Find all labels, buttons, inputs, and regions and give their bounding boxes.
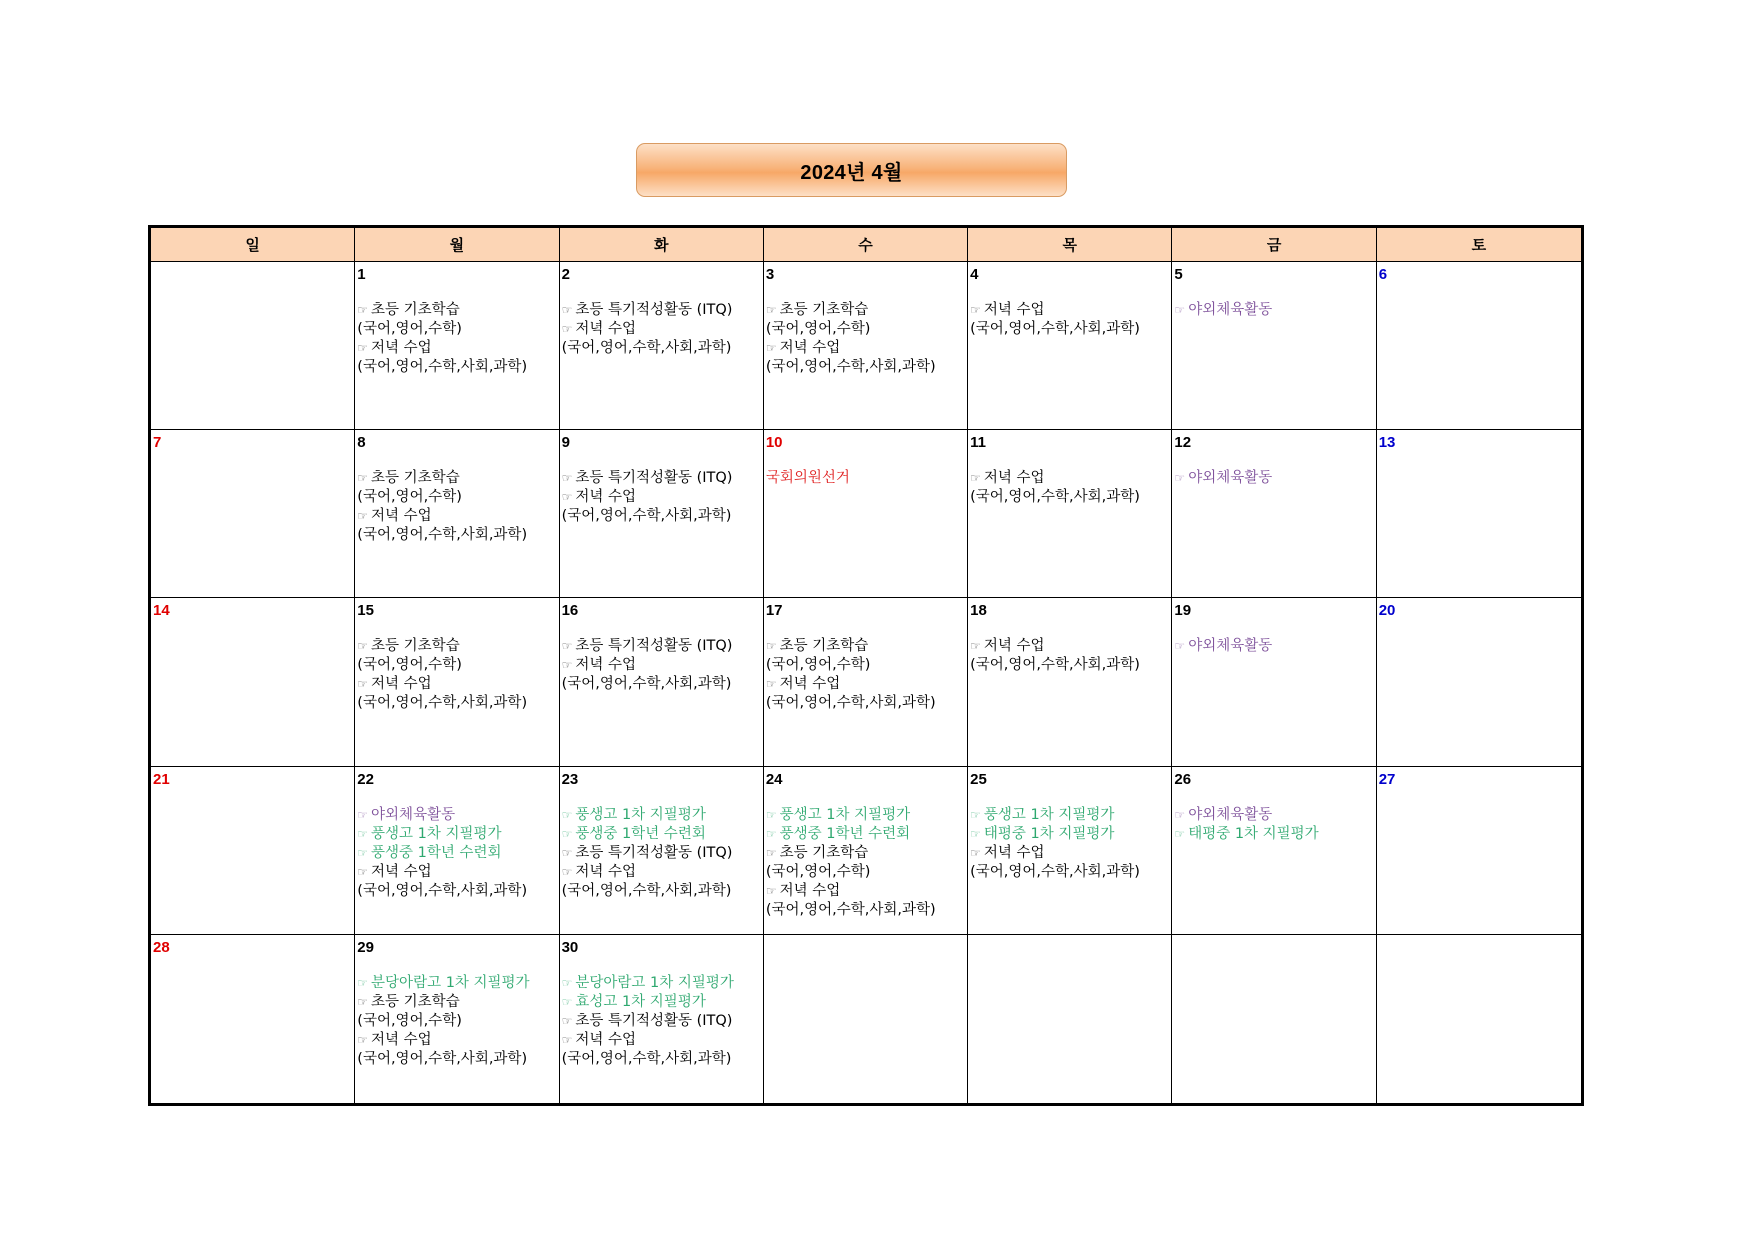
pointing-hand-icon: ☞ [357, 639, 369, 654]
event-list [970, 301, 1169, 339]
day-number: 10 [765, 434, 783, 452]
pointing-hand-icon: ☞ [970, 471, 981, 486]
event-list [357, 469, 556, 545]
event-text: 풍생중 1학년 수련회 [371, 844, 502, 861]
event-line [357, 675, 556, 694]
event-text: (국어,영어,수학,사회,과학) [357, 359, 528, 375]
pointing-hand-icon: ☞ [561, 826, 573, 841]
event-line [357, 358, 556, 377]
weekday-header-mon: 월 [355, 228, 559, 262]
event-text: (국어,영어,수학,사회,과학) [970, 863, 1140, 880]
event-list [766, 469, 965, 488]
pointing-hand-icon: ☞ [357, 471, 369, 486]
event-list [562, 469, 761, 526]
day-cell [151, 598, 355, 766]
event-line [1174, 469, 1373, 488]
day-number: 1 [357, 266, 366, 283]
day-number: 28 [153, 938, 170, 956]
event-line [970, 863, 1169, 882]
pointing-hand-icon: ☞ [561, 658, 573, 673]
event-line [357, 1050, 556, 1069]
event-line [357, 863, 556, 882]
event-text: 풍생고 1차 지필평가 [575, 806, 706, 823]
event-line [766, 339, 965, 358]
event-line [357, 974, 556, 993]
event-text: (국어,영어,수학,사회,과학) [765, 901, 936, 918]
calendar-title: 2024년 4월 [800, 161, 903, 184]
day-number: 3 [765, 266, 775, 283]
event-line [766, 637, 965, 656]
event-text: (국어,영어,수학,사회,과학) [357, 882, 528, 899]
pointing-hand-icon: ☞ [970, 807, 981, 822]
pointing-hand-icon: ☞ [561, 303, 573, 317]
pointing-hand-icon: ☞ [561, 1013, 573, 1028]
pointing-hand-icon: ☞ [561, 807, 573, 822]
pointing-hand-icon: ☞ [970, 303, 981, 317]
event-line [562, 993, 761, 1012]
event-list [1174, 469, 1373, 488]
pointing-hand-icon: ☞ [561, 994, 573, 1009]
event-line [357, 488, 556, 507]
day-cell [968, 262, 1172, 430]
event-text: 초등 기초학습 [371, 302, 460, 318]
event-text: (국어,영어,수학) [357, 657, 462, 674]
event-line [562, 974, 761, 993]
day-number: 30 [561, 938, 579, 956]
event-line [970, 844, 1169, 863]
event-line [766, 882, 965, 901]
event-text: (국어,영어,수학,사회,과학) [357, 527, 528, 544]
day-cell [151, 767, 355, 935]
event-text: 초등 기초학습 [779, 844, 869, 861]
event-text: 풍생고 1차 지필평가 [371, 825, 502, 842]
event-text: 저녁 수업 [575, 489, 636, 506]
event-line [357, 469, 556, 488]
event-line [562, 656, 761, 675]
event-line [970, 469, 1169, 488]
event-line [1174, 301, 1373, 320]
event-list [1174, 301, 1373, 320]
pointing-hand-icon: ☞ [561, 1032, 573, 1047]
pointing-hand-icon: ☞ [561, 864, 573, 879]
day-number: 6 [1378, 266, 1388, 283]
day-cell [355, 430, 559, 598]
event-line [562, 844, 761, 863]
day-cell [1377, 430, 1581, 598]
day-number: 5 [1174, 266, 1183, 283]
calendar-title-box [636, 143, 1067, 197]
empty-day-cell [764, 935, 968, 1103]
pointing-hand-icon: ☞ [561, 490, 573, 505]
event-text: (국어,영어,수학,사회,과학) [970, 657, 1140, 674]
event-text: 초등 기초학습 [779, 302, 869, 318]
event-text: (국어,영어,수학,사회,과학) [765, 359, 936, 375]
event-text: (국어,영어,수학,사회,과학) [765, 695, 936, 712]
event-text: 저녁 수업 [371, 508, 432, 525]
event-line [562, 1012, 761, 1031]
event-text: 야외체육활동 [1188, 302, 1273, 318]
day-cell [1377, 767, 1581, 935]
event-line [970, 656, 1169, 675]
pointing-hand-icon: ☞ [765, 639, 777, 654]
event-list [970, 469, 1169, 507]
day-cell [355, 935, 559, 1103]
event-text: (국어,영어,수학) [357, 1012, 462, 1029]
event-text: (국어,영어,수학,사회,과학) [561, 340, 732, 356]
event-text: 초등 특기적성활동 (ITQ) [575, 638, 733, 655]
pointing-hand-icon: ☞ [561, 471, 573, 486]
event-text: (국어,영어,수학) [765, 863, 871, 880]
event-text: 저녁 수업 [983, 844, 1045, 861]
day-number: 14 [153, 602, 170, 620]
day-number: 16 [561, 602, 579, 620]
day-cell [968, 598, 1172, 766]
day-number: 8 [357, 434, 366, 452]
event-line [357, 1012, 556, 1031]
event-text: 저녁 수업 [371, 340, 432, 356]
day-number: 22 [357, 770, 374, 788]
event-text: 분당아람고 1차 지필평가 [371, 974, 530, 991]
event-text: 초등 특기적성활동 (ITQ) [575, 302, 733, 318]
pointing-hand-icon: ☞ [357, 994, 369, 1009]
event-text: 태평중 1차 지필평가 [1188, 825, 1319, 842]
event-line [766, 358, 965, 377]
event-line [357, 656, 556, 675]
pointing-hand-icon: ☞ [765, 341, 777, 355]
event-text: 저녁 수업 [983, 638, 1045, 655]
pointing-hand-icon: ☞ [357, 975, 369, 990]
event-list [357, 806, 556, 901]
day-number: 13 [1378, 434, 1396, 452]
pointing-hand-icon: ☞ [357, 303, 369, 317]
weekday-header-sun: 일 [151, 228, 355, 262]
event-line [766, 863, 965, 882]
event-text: 저녁 수업 [983, 470, 1045, 487]
day-cell [560, 262, 764, 430]
event-text: 야외체육활동 [371, 806, 456, 823]
calendar-grid [148, 225, 1584, 1106]
day-number: 12 [1174, 434, 1192, 452]
event-line [357, 694, 556, 713]
day-cell [151, 430, 355, 598]
pointing-hand-icon: ☞ [1174, 303, 1186, 317]
day-number: 11 [970, 434, 986, 452]
empty-day-cell [1172, 935, 1376, 1103]
day-number: 17 [765, 602, 783, 620]
event-line [766, 694, 965, 713]
empty-day-cell [1377, 935, 1581, 1103]
event-line [970, 488, 1169, 507]
weekday-header-sat: 토 [1377, 228, 1581, 262]
pointing-hand-icon: ☞ [561, 322, 573, 336]
event-list [1174, 806, 1373, 844]
pointing-hand-icon: ☞ [357, 864, 369, 879]
pointing-hand-icon: ☞ [970, 826, 981, 841]
event-text: 풍생고 1차 지필평가 [983, 806, 1115, 823]
event-text: 저녁 수업 [371, 676, 432, 693]
event-list [970, 806, 1169, 882]
event-text: 풍생중 1학년 수련회 [575, 825, 706, 842]
event-text: 저녁 수업 [371, 863, 432, 880]
event-line [1174, 637, 1373, 656]
day-number: 9 [561, 434, 570, 452]
pointing-hand-icon: ☞ [765, 807, 777, 822]
pointing-hand-icon: ☞ [357, 509, 369, 524]
event-text: (국어,영어,수학,사회,과학) [561, 1050, 732, 1067]
pointing-hand-icon: ☞ [357, 1032, 369, 1047]
day-cell [764, 430, 968, 598]
event-line [562, 675, 761, 694]
event-text: 저녁 수업 [779, 676, 841, 693]
event-text: 초등 기초학습 [779, 638, 869, 655]
event-line [357, 806, 556, 825]
event-line [562, 1050, 761, 1069]
event-text: 저녁 수업 [575, 1031, 636, 1048]
day-number: 19 [1174, 602, 1192, 620]
event-text: 초등 특기적성활동 (ITQ) [575, 844, 733, 861]
weekday-header-fri: 금 [1172, 228, 1376, 262]
event-text: 태평중 1차 지필평가 [983, 825, 1115, 842]
pointing-hand-icon: ☞ [561, 975, 573, 990]
pointing-hand-icon: ☞ [357, 845, 369, 860]
pointing-hand-icon: ☞ [970, 639, 981, 654]
day-number: 15 [357, 602, 374, 620]
event-text: (국어,영어,수학,사회,과학) [357, 1050, 528, 1067]
event-text: 야외체육활동 [1188, 470, 1273, 487]
event-line [357, 1031, 556, 1050]
event-list [357, 974, 556, 1069]
event-line [562, 1031, 761, 1050]
pointing-hand-icon: ☞ [765, 826, 777, 841]
event-line [970, 825, 1169, 844]
event-text: (국어,영어,수학,사회,과학) [561, 676, 732, 693]
event-line [562, 882, 761, 901]
pointing-hand-icon: ☞ [1174, 807, 1186, 822]
event-text: (국어,영어,수학,사회,과학) [970, 489, 1140, 506]
day-cell [560, 767, 764, 935]
event-text: (국어,영어,수학,사회,과학) [970, 321, 1140, 337]
event-list [766, 637, 965, 713]
weekday-header-tue: 화 [560, 228, 764, 262]
event-line [357, 339, 556, 358]
event-line [562, 320, 761, 339]
day-cell [355, 598, 559, 766]
event-line [970, 806, 1169, 825]
pointing-hand-icon: ☞ [970, 845, 981, 860]
day-number: 20 [1378, 602, 1396, 620]
event-line [562, 806, 761, 825]
event-text: 초등 기초학습 [371, 638, 460, 655]
event-list [766, 806, 965, 920]
event-line [766, 825, 965, 844]
event-line [970, 320, 1169, 339]
event-text: (국어,영어,수학,사회,과학) [561, 508, 732, 525]
event-line [562, 825, 761, 844]
pointing-hand-icon: ☞ [765, 845, 777, 860]
event-list [562, 301, 761, 358]
event-line [1174, 806, 1373, 825]
event-text: 야외체육활동 [1188, 638, 1273, 655]
event-line [1174, 825, 1373, 844]
event-line [357, 507, 556, 526]
day-number: 27 [1378, 770, 1396, 788]
pointing-hand-icon: ☞ [357, 341, 369, 355]
day-cell [1172, 430, 1376, 598]
day-cell [764, 262, 968, 430]
event-text: 초등 기초학습 [371, 470, 460, 487]
event-list [1174, 637, 1373, 656]
day-number: 25 [970, 770, 987, 788]
day-number: 26 [1174, 770, 1192, 788]
event-line [562, 301, 761, 320]
event-text: (국어,영어,수학,사회,과학) [357, 695, 528, 712]
event-text: 국회의원선거 [765, 470, 850, 487]
event-text: (국어,영어,수학) [357, 321, 462, 337]
day-cell [968, 430, 1172, 598]
day-number: 18 [970, 602, 987, 620]
event-text: 풍생고 1차 지필평가 [779, 806, 911, 823]
event-line [357, 882, 556, 901]
event-line [357, 637, 556, 656]
event-line [970, 301, 1169, 320]
day-cell [1172, 598, 1376, 766]
event-list [970, 637, 1169, 675]
event-text: (국어,영어,수학) [765, 657, 871, 674]
event-line [357, 993, 556, 1012]
event-line [766, 320, 965, 339]
event-text: 야외체육활동 [1188, 806, 1273, 823]
event-text: 저녁 수업 [575, 863, 636, 880]
event-line [562, 637, 761, 656]
day-number: 24 [765, 770, 783, 788]
event-line [562, 339, 761, 358]
day-cell [1377, 262, 1581, 430]
event-line [357, 825, 556, 844]
event-text: 분당아람고 1차 지필평가 [575, 974, 734, 991]
pointing-hand-icon: ☞ [1174, 826, 1186, 841]
weekday-header-wed: 수 [764, 228, 968, 262]
event-list [357, 637, 556, 713]
event-text: 효성고 1차 지필평가 [575, 993, 706, 1010]
event-line [357, 320, 556, 339]
event-line [357, 301, 556, 320]
event-text: 초등 기초학습 [371, 993, 460, 1010]
day-cell [1377, 598, 1581, 766]
day-cell [764, 767, 968, 935]
event-text: 저녁 수업 [779, 340, 841, 356]
pointing-hand-icon: ☞ [765, 677, 777, 692]
pointing-hand-icon: ☞ [765, 883, 777, 898]
day-cell [355, 262, 559, 430]
event-line [562, 863, 761, 882]
day-cell [1172, 262, 1376, 430]
event-line [766, 844, 965, 863]
event-line [357, 526, 556, 545]
event-list [562, 974, 761, 1069]
empty-day-cell [968, 935, 1172, 1103]
event-line [766, 806, 965, 825]
day-cell [560, 598, 764, 766]
event-text: 저녁 수업 [779, 882, 841, 899]
event-line [562, 507, 761, 526]
day-cell [560, 935, 764, 1103]
day-cell [764, 598, 968, 766]
event-text: 풍생중 1학년 수련회 [779, 825, 911, 842]
pointing-hand-icon: ☞ [765, 303, 777, 317]
day-number: 29 [357, 938, 374, 956]
empty-day-cell [151, 262, 355, 430]
event-line [766, 301, 965, 320]
event-line [357, 844, 556, 863]
event-line [766, 656, 965, 675]
event-line [766, 675, 965, 694]
event-text: (국어,영어,수학) [357, 489, 462, 506]
pointing-hand-icon: ☞ [561, 639, 573, 654]
day-cell [355, 767, 559, 935]
pointing-hand-icon: ☞ [1174, 471, 1186, 486]
day-number: 7 [153, 434, 162, 452]
event-text: 초등 특기적성활동 (ITQ) [575, 1012, 733, 1029]
event-line [562, 469, 761, 488]
event-line [766, 469, 965, 488]
weekday-header-thu: 목 [968, 228, 1172, 262]
event-line [562, 488, 761, 507]
day-number: 2 [561, 266, 570, 283]
event-list [766, 301, 965, 377]
pointing-hand-icon: ☞ [1174, 639, 1186, 654]
day-number: 21 [153, 770, 170, 788]
day-number: 4 [970, 266, 979, 283]
event-text: (국어,영어,수학) [765, 321, 871, 337]
event-list [562, 806, 761, 901]
event-text: 저녁 수업 [983, 302, 1045, 318]
day-cell [560, 430, 764, 598]
day-number: 23 [561, 770, 579, 788]
day-cell [1172, 767, 1376, 935]
event-text: (국어,영어,수학,사회,과학) [561, 882, 732, 899]
event-list [562, 637, 761, 694]
pointing-hand-icon: ☞ [561, 845, 573, 860]
event-line [970, 637, 1169, 656]
pointing-hand-icon: ☞ [357, 807, 369, 822]
day-cell [968, 767, 1172, 935]
pointing-hand-icon: ☞ [357, 677, 369, 692]
event-text: 저녁 수업 [575, 657, 636, 674]
day-cell [151, 935, 355, 1103]
event-list [357, 301, 556, 377]
event-text: 초등 특기적성활동 (ITQ) [575, 470, 733, 487]
event-text: 저녁 수업 [371, 1031, 432, 1048]
pointing-hand-icon: ☞ [357, 826, 369, 841]
event-text: 저녁 수업 [575, 321, 636, 337]
event-line [766, 901, 965, 920]
